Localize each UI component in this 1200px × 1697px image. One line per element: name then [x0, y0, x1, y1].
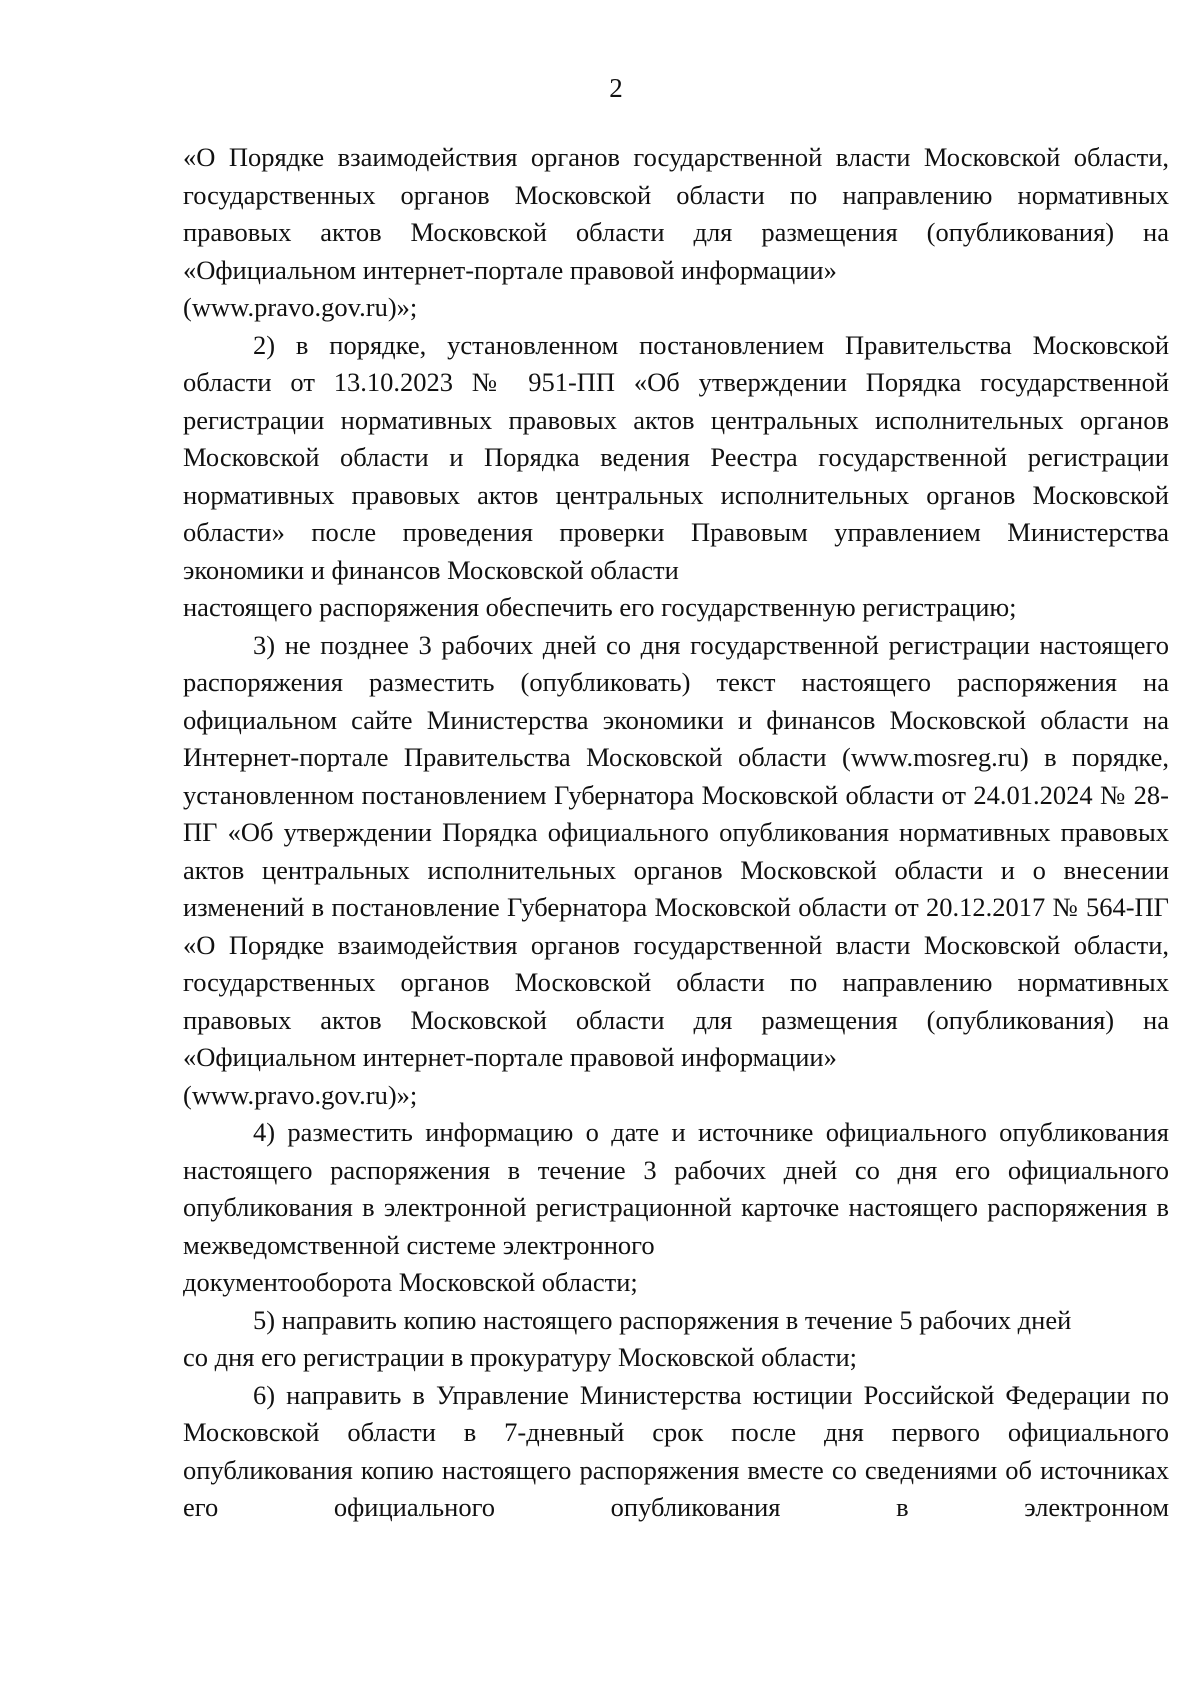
page-number: 2 — [609, 73, 623, 103]
paragraph-item-4 — [183, 1114, 1169, 1264]
paragraph-continuation — [183, 139, 1169, 289]
paragraph-text: 5) направить копию настоящего распоряжения в течение 5 рабочих дней — [253, 1304, 1072, 1335]
paragraph-last-line: (www.pravo.gov.ru)»; — [183, 292, 418, 322]
paragraph-item-2 — [183, 327, 1169, 590]
paragraph-item-3 — [183, 627, 1169, 1077]
paragraph-text: 3) не позднее 3 рабочих дней со дня государственной регистрации настоящего распоряжения разместить (опубликовать) текст настоящего распоряжения на официальном сайте Министерства экономики и финансов Московской области на Интернет-портале Правительства Московской области (www.mosreg.ru) в порядке, установленном постановлением Губернатора Московской области от 24.01.2024 № 28-ПГ «Об утверждении Порядка официального опубликования нормативных правовых актов центральных исполнительных органов Московской области и о внесении изменений в постановление Губернатора Московской области от 20.12.2017 № 564-ПГ «О Порядке взаимодействия органов государственной власти Московской области, государственных органов Московской области по направлению нормативных правовых актов Московской области для размещения (опубликования) на «Официальном интернет-портале правовой информации» — [183, 629, 1169, 1072]
paragraph-text: «О Порядке взаимодействия органов государственной власти Московской области, государственных органов Московской области по направлению нормативных правовых актов Московской области для размещения (опубликования) на «Официальном интернет-портале правовой информации» — [183, 142, 1169, 285]
paragraph-item-5 — [183, 1302, 1169, 1340]
document-body — [183, 139, 1169, 1527]
paragraph-text: 6) направить в Управление Министерства юстиции Российской Федерации по Московской области в 7-дневный срок после дня первого официального опубликования копию настоящего распоряжения вместе со сведениями об источниках его официального опубликования в электронном — [183, 1379, 1169, 1522]
paragraph-text: 2) в порядке, установленном постановлением Правительства Московской области от 13.10.2023 № 951-ПП «Об утверждении Порядка государственной регистрации нормативных правовых актов центральных исполнительных органов Московской области и Порядка ведения Реестра государственной регистрации нормативных правовых актов центральных исполнительных органов Московской области» после проведения проверки Правовым управлением Министерства экономики и финансов Московской области — [183, 329, 1169, 585]
paragraph-last-line: со дня его регистрации в прокуратуру Московской области; — [183, 1342, 858, 1372]
paragraph-last-line: документооборота Московской области; — [183, 1267, 638, 1297]
paragraph-text: 4) разместить информацию о дате и источнике официального опубликования настоящего распоряжения в течение 3 рабочих дней со дня его официального опубликования в электронной регистрационной карточке настоящего распоряжения в межведомственной системе электронного — [183, 1117, 1169, 1260]
paragraph-last-line: (www.pravo.gov.ru)»; — [183, 1079, 418, 1110]
paragraph-item-6 — [183, 1377, 1169, 1527]
paragraph-last-line: настоящего распоряжения обеспечить его государственную регистрацию; — [183, 592, 1017, 622]
